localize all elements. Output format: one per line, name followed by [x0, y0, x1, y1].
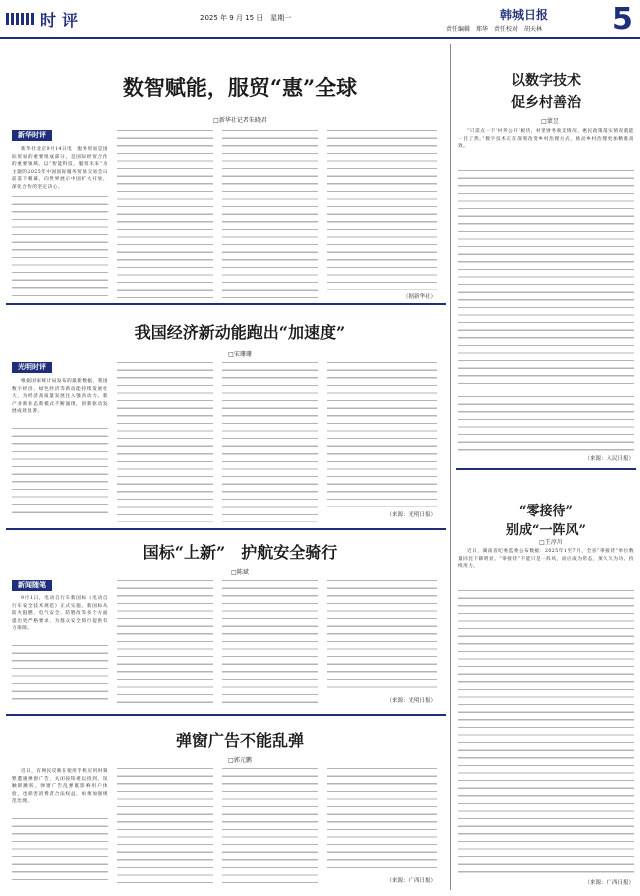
article5-byline: □蒙昱	[541, 118, 559, 125]
column-divider	[450, 44, 451, 890]
article1-col4-text	[327, 130, 437, 290]
divider-2	[6, 528, 446, 530]
article2-byline: □宋珊珊	[228, 351, 252, 358]
issue-date: 2025 年 9 月 15 日 星期一	[200, 14, 292, 22]
article5-source: （来源：人民日报）	[584, 456, 634, 462]
article2-col2-text	[117, 362, 213, 522]
article5-lead: “只需点一下‘村务公开’板块，村里财务收支情况、惠民政策落实情况就能一目了然。”数字技术正在深刻改变乡村治理方式，推动乡村治理更加精准高效。	[458, 129, 634, 150]
section-tag	[6, 6, 176, 32]
article5-headline-line2: 促乡村善治	[511, 95, 581, 111]
section-stripes	[6, 13, 34, 25]
article6-body-text	[458, 590, 634, 876]
article4-col1-text	[12, 818, 108, 886]
article3-headline: 国标“上新” 护航安全骑行	[142, 543, 338, 562]
article3-col1-text	[12, 645, 108, 705]
article6-headline-line1: “零接待”	[519, 504, 573, 519]
article2-col3-text	[222, 362, 318, 522]
article2-source-tag: 光明时评	[12, 362, 52, 373]
article1-source-tag: 新华时评	[12, 130, 52, 141]
newspaper-name: 韩城日报	[500, 8, 549, 22]
article3-col3-text	[222, 580, 318, 708]
article3-lead: 9月1日，电动自行车新国标《电动自行车安全技术规范》正式实施。新国标从防火阻燃、电气安全、防篡改等多个方面提出更严格要求，为群众安全骑行提供有力保障。	[12, 596, 108, 632]
article1-source: （据新华社）	[402, 294, 436, 300]
divider-1	[6, 303, 446, 305]
article2-headline: 我国经济新动能跑出“加速度”	[134, 323, 346, 342]
article1-lead: 新华社北京9月14日电 服务贸易是国际贸易的重要组成部分，是国际经贸合作的重要领域。以“智能科技，服贸未来”为主题的2025年中国国际服务贸易交易会日前落下帷幕，向世界展示中国扩大开放、深化合作的坚定决心。	[12, 147, 108, 190]
article3-col4-text	[327, 580, 437, 692]
article4-col4-text	[327, 768, 437, 872]
divider-3	[6, 714, 446, 716]
article4-col2-text	[117, 768, 213, 886]
article2-col1-text	[12, 428, 108, 518]
article2-source: （来源：光明日报）	[386, 512, 436, 518]
page-number: 5	[612, 2, 633, 37]
article2-lead: 根据国家统计局发布的最新数据，我国数字经济、绿色经济等新动能持续发展壮大，为经济高质量发展注入强劲动力。新产业新业态新模式不断涌现，创新驱动发展成效显著。	[12, 379, 108, 415]
article3-col2-text	[117, 580, 213, 708]
editors-line: 责任编辑 郑华 责任校对 胡天林	[446, 26, 543, 33]
article4-lead: 近日，有网民反映在使用手机应用时频繁遭遇弹窗广告，关闭按钮难以找到，误触即跳转。弹窗广告乱弹既影响用户体验，也损害消费者合法权益，亟须加强规范治理。	[12, 769, 108, 805]
article6-headline-line2: 别成“一阵风”	[506, 523, 586, 538]
article1-col3-text	[222, 130, 318, 298]
article6-byline: □王淳川	[539, 539, 563, 546]
article5-body-text-1	[458, 170, 634, 390]
header-rule	[0, 37, 640, 39]
article3-source: （来源：光明日报）	[386, 698, 436, 704]
article1-headline: 数智赋能，服贸“惠”全球	[122, 75, 358, 100]
article5-body-text-2	[458, 396, 634, 452]
article1-byline: □新华社记者朱晓君	[213, 117, 267, 124]
article6-source: （来源：广西日报）	[584, 880, 634, 886]
article3-source-tag: 新闻随笔	[12, 580, 52, 591]
article2-col4-text	[327, 362, 437, 507]
article4-source: （来源：广西日报）	[386, 878, 436, 884]
article1-col1-text	[12, 196, 108, 296]
divider-right	[456, 468, 636, 470]
article4-byline: □郭元鹏	[228, 757, 252, 764]
article4-col3-text	[222, 768, 318, 886]
article3-byline: □陈斌	[231, 569, 249, 576]
article6-lead: 近日，湖南省纪委监委公布数据：2025年1至7月，全省“零接待”单位数量同比下降明显。“零接待”不能只是一阵风，而应成为常态，须久久为功、持续用力。	[458, 549, 634, 570]
section-title: 时评	[40, 10, 85, 30]
article5-headline-line1: 以数字技术	[511, 73, 581, 89]
article1-col2-text	[117, 130, 213, 298]
article4-headline: 弹窗广告不能乱弹	[175, 731, 304, 750]
